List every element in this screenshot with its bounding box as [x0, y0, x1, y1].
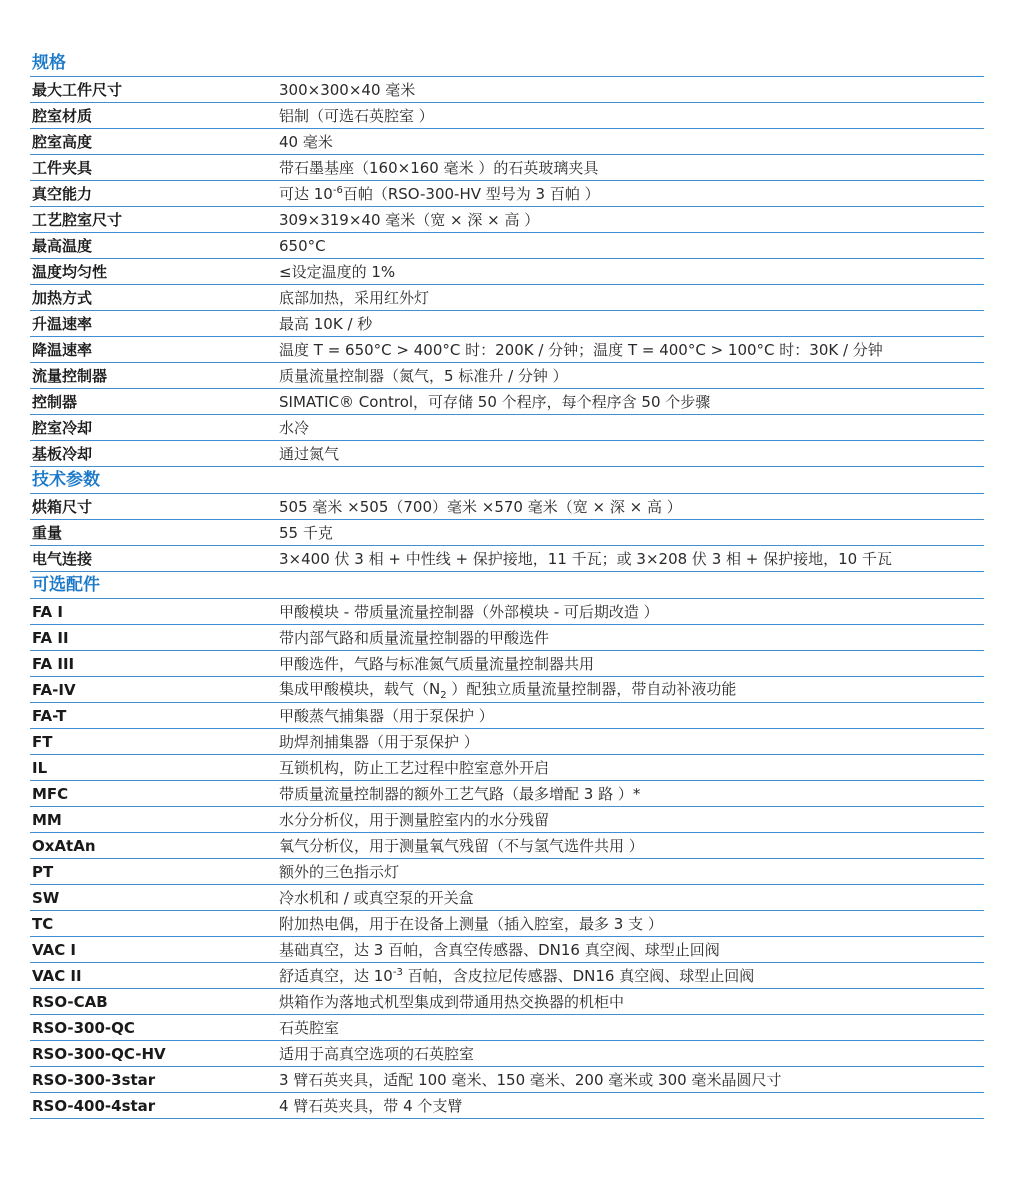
spec-row: [30, 1041, 984, 1067]
spec-value: 4 臂石英夹具，带 4 个支臂: [279, 1097, 463, 1115]
spec-row: [30, 911, 984, 937]
subscript: 2: [440, 690, 447, 701]
spec-row: [30, 155, 984, 181]
spec-key: 腔室材质: [32, 107, 93, 125]
spec-value: 带质量流量控制器的额外工艺气路（最多增配 3 路 ）*: [279, 785, 641, 803]
spec-row: [30, 599, 984, 625]
spec-key: 升温速率: [32, 315, 93, 333]
spec-key: 最高温度: [32, 237, 93, 255]
spec-value: 650°C: [279, 236, 326, 255]
spec-value: 甲酸蒸气捕集器（用于泵保护 ）: [279, 707, 494, 725]
spec-key: VAC II: [32, 966, 82, 985]
spec-key: SW: [32, 888, 60, 907]
spec-key: FA I: [32, 602, 63, 621]
spec-row: [30, 494, 984, 520]
spec-row: [30, 1093, 984, 1119]
spec-key: 腔室高度: [32, 133, 93, 151]
spec-value-text: 舒适真空，达 10: [279, 967, 393, 985]
spec-row: [30, 833, 984, 859]
spec-key: 真空能力: [32, 185, 93, 203]
spec-row: [30, 651, 984, 677]
spec-value-text: 百帕，含皮拉尼传感器、DN16 真空阀、球型止回阀: [402, 967, 755, 985]
spec-row: [30, 963, 984, 989]
spec-row: [30, 625, 984, 651]
spec-value: 石英腔室: [279, 1019, 340, 1037]
spec-row: [30, 129, 984, 155]
spec-row: [30, 311, 984, 337]
spec-key: 流量控制器: [32, 367, 108, 385]
superscript: -3: [392, 967, 403, 978]
spec-key: 降温速率: [32, 341, 93, 359]
spec-value: 甲酸模块 - 带质量流量控制器（外部模块 - 可后期改造 ）: [279, 603, 659, 621]
spec-row: [30, 859, 984, 885]
spec-row: [30, 207, 984, 233]
spec-value: 水冷: [279, 419, 310, 437]
spec-sheet: [30, 50, 984, 1119]
spec-row: [30, 181, 984, 207]
spec-key: 基板冷却: [32, 445, 93, 463]
spec-row: [30, 781, 984, 807]
spec-row: [30, 703, 984, 729]
spec-value-text: 集成甲酸模块，载气（N: [279, 680, 441, 698]
spec-key: FA-T: [32, 706, 67, 725]
spec-key: 腔室冷却: [32, 419, 93, 437]
spec-row: [30, 807, 984, 833]
spec-value-text: 可达 10: [279, 185, 333, 203]
spec-value: 铝制（可选石英腔室 ）: [279, 107, 434, 125]
spec-key: RSO-400-4star: [32, 1096, 156, 1115]
spec-key: TC: [32, 914, 54, 933]
spec-row: [30, 415, 984, 441]
spec-value: 基础真空，达 3 百帕，含真空传感器、DN16 真空阀、球型止回阀: [279, 941, 720, 959]
spec-row: [30, 103, 984, 129]
spec-value: [279, 678, 984, 701]
spec-value-text: ）配独立质量流量控制器，带自动补液功能: [446, 680, 737, 698]
spec-row: [30, 337, 984, 363]
spec-value: 505 毫米 ×505（700）毫米 ×570 毫米（宽 × 深 × 高 ）: [279, 498, 682, 516]
spec-value: [279, 965, 984, 986]
spec-key: IL: [32, 758, 48, 777]
spec-value: 最高 10K / 秒: [279, 315, 373, 333]
spec-key: FT: [32, 732, 53, 751]
spec-value: 冷水机和 / 或真空泵的开关盒: [279, 889, 474, 907]
spec-value: 额外的三色指示灯: [279, 863, 400, 881]
spec-value: 质量流量控制器（氮气，5 标准升 / 分钟 ）: [279, 367, 568, 385]
spec-key: FA-IV: [32, 680, 76, 699]
spec-value: 309×319×40 毫米（宽 × 深 × 高 ）: [279, 211, 540, 229]
spec-row: [30, 77, 984, 103]
spec-value: ≤设定温度的 1%: [279, 263, 396, 281]
spec-row: [30, 285, 984, 311]
spec-row: [30, 233, 984, 259]
spec-value: 助焊剂捕集器（用于泵保护 ）: [279, 733, 479, 751]
spec-key: RSO-300-QC: [32, 1018, 135, 1037]
spec-value: 氧气分析仪，用于测量氧气残留（不与氢气选件共用 ）: [279, 837, 644, 855]
spec-value: 适用于高真空选项的石英腔室: [279, 1045, 475, 1063]
spec-value: 烘箱作为落地式机型集成到带通用热交换器的机柜中: [279, 993, 625, 1011]
spec-value: 附加热电偶，用于在设备上测量（插入腔室，最多 3 支 ）: [279, 915, 663, 933]
section-title: 技术参数: [30, 467, 984, 494]
spec-key: MM: [32, 810, 62, 829]
spec-row: [30, 1015, 984, 1041]
spec-key: 工艺腔室尺寸: [32, 211, 123, 229]
spec-row: [30, 729, 984, 755]
spec-value: SIMATIC® Control，可存储 50 个程序，每个程序含 50 个步骤: [279, 393, 711, 411]
spec-row: [30, 389, 984, 415]
spec-value: 带石墨基座（160×160 毫米 ）的石英玻璃夹具: [279, 159, 599, 177]
spec-key: 温度均匀性: [32, 263, 108, 281]
spec-value: 55 千克: [279, 524, 333, 542]
spec-row: [30, 885, 984, 911]
spec-key: FA III: [32, 654, 75, 673]
spec-value: 3 臂石英夹具，适配 100 毫米、150 毫米、200 毫米或 300 毫米晶圆尺寸: [279, 1071, 782, 1089]
spec-key: OxAtAn: [32, 836, 96, 855]
superscript: -6: [332, 185, 343, 196]
spec-key: 控制器: [32, 393, 78, 411]
spec-value: [279, 183, 984, 204]
section-title: 可选配件: [30, 572, 984, 599]
spec-key: RSO-CAB: [32, 992, 108, 1011]
spec-key: 电气连接: [32, 550, 93, 568]
spec-row: [30, 520, 984, 546]
spec-value: 40 毫米: [279, 133, 333, 151]
spec-value: 通过氮气: [279, 445, 340, 463]
spec-row: [30, 546, 984, 572]
spec-value: 水分分析仪，用于测量腔室内的水分残留: [279, 811, 550, 829]
spec-key: 加热方式: [32, 289, 93, 307]
spec-key: 重量: [32, 524, 63, 542]
spec-row: [30, 259, 984, 285]
spec-value: 底部加热，采用红外灯: [279, 289, 430, 307]
spec-key: 最大工件尺寸: [32, 81, 123, 99]
spec-row: [30, 989, 984, 1015]
spec-key: RSO-300-3star: [32, 1070, 156, 1089]
spec-value: 互锁机构，防止工艺过程中腔室意外开启: [279, 759, 550, 777]
section-title: 规格: [30, 50, 984, 77]
spec-key: RSO-300-QC-HV: [32, 1044, 166, 1063]
spec-row: [30, 1067, 984, 1093]
spec-value: 300×300×40 毫米: [279, 81, 416, 99]
spec-value: 3×400 伏 3 相 + 中性线 + 保护接地，11 千瓦；或 3×208 伏 3 相 + 保护接地，10 千瓦: [279, 550, 892, 568]
spec-row: [30, 677, 984, 703]
spec-value: 甲酸选件，气路与标准氮气质量流量控制器共用: [279, 655, 595, 673]
spec-key: 烘箱尺寸: [32, 498, 93, 516]
spec-key: FA II: [32, 628, 69, 647]
spec-value: 温度 T = 650°C > 400°C 时：200K / 分钟；温度 T = 400°C > 100°C 时：30K / 分钟: [279, 341, 883, 359]
spec-row: [30, 363, 984, 389]
spec-value-text: 百帕（RSO-300-HV 型号为 3 百帕 ）: [342, 185, 600, 203]
spec-row: [30, 937, 984, 963]
spec-key: PT: [32, 862, 54, 881]
spec-key: MFC: [32, 784, 69, 803]
spec-row: [30, 441, 984, 467]
spec-key: 工件夹具: [32, 159, 93, 177]
spec-row: [30, 755, 984, 781]
spec-key: VAC I: [32, 940, 77, 959]
spec-value: 带内部气路和质量流量控制器的甲酸选件: [279, 629, 550, 647]
